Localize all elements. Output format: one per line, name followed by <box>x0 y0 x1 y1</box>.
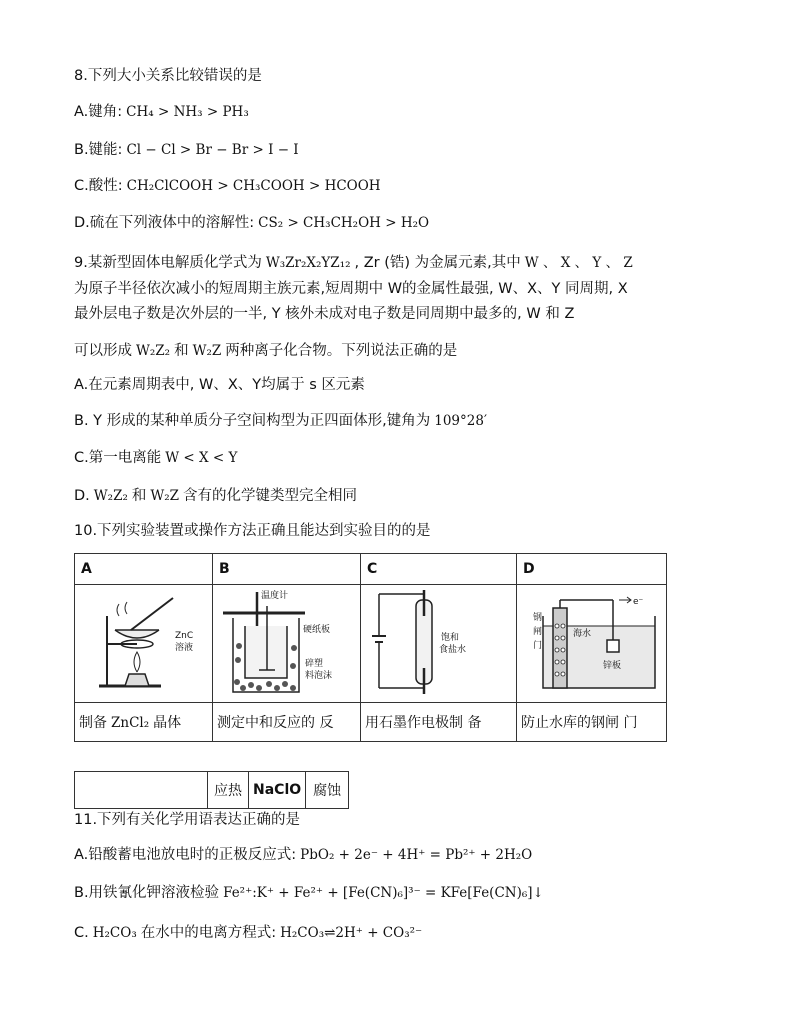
q11-b-label: B.用铁氰化钾溶液检验 <box>74 885 220 901</box>
q11-option-a <box>74 845 536 865</box>
label-steel-3: 门 <box>532 640 542 651</box>
q8-c-formula: CH₂ClCOOH > CH₃COOH > HCOOH <box>126 178 381 194</box>
header-b: B <box>213 554 361 585</box>
q9-c-text: C.第一电离能 <box>74 450 162 466</box>
q11-c-formula: H₂CO₃⇌2H⁺ + CO₃²⁻ <box>280 925 423 941</box>
q9-line-2: 为原子半径依次减小的短周期主族元素,短周期中 W的金属性最强, W、X、Y 同周期, X <box>74 281 628 297</box>
q9-option-b <box>74 411 491 431</box>
q9-b-angle: 109°28′ <box>434 413 488 429</box>
apparatus-b-calorimeter <box>219 586 354 698</box>
q8-option-d <box>74 213 433 233</box>
label-thermometer: 温度计 <box>261 590 289 601</box>
q8-option-a <box>74 102 253 122</box>
q8-d-label: D.硫在下列液体中的溶解性: <box>74 215 255 231</box>
q9-l4-f2: W₂Z <box>192 343 222 359</box>
q8-option-c <box>74 176 385 196</box>
tail-cell-a <box>75 772 208 809</box>
q11-b-formula: Fe²⁺:K⁺ + Fe²⁺ + [Fe(CN)₆]³⁻ = KFe[Fe(CN)₆]↓ <box>223 885 544 901</box>
caption-c: 用石墨作电极制 备 <box>361 703 517 742</box>
q9-line-4 <box>74 341 457 361</box>
apparatus-a-evaporation <box>81 586 206 698</box>
tail-cell-d: 腐蚀 <box>306 772 349 809</box>
apparatus-d-cell <box>517 585 667 703</box>
q11-a-formula: PbO₂ + 2e⁻ + 4H⁺ = Pb²⁺ + 2H₂O <box>300 847 533 863</box>
q9-d-f1: W₂Z₂ <box>93 488 128 504</box>
q8-b-formula: Cl − Cl > Br − Br > I − I <box>126 142 299 158</box>
caption-a-pre: 制备 <box>79 715 107 731</box>
q11-option-b <box>74 883 548 903</box>
q9-l1-c: W 、 X 、 Y 、 Z <box>524 255 633 271</box>
q11-c-f1: H₂CO₃ <box>92 925 137 941</box>
q9-l4-b: 和 <box>174 343 189 359</box>
q8-c-label: C.酸性: <box>74 178 123 194</box>
header-a: A <box>75 554 213 585</box>
label-electron: e⁻ <box>632 596 643 607</box>
q11-c-mid: 在水中的电离方程式: <box>140 925 277 941</box>
q11-option-c <box>74 923 426 943</box>
q8-d-formula: CS₂ > CH₃CH₂OH > H₂O <box>258 215 430 231</box>
q9-option-c <box>74 448 241 468</box>
label-steel-2: 闸 <box>532 626 542 637</box>
q11-c-label: C. <box>74 925 89 941</box>
label-steel-1: 钢 <box>532 612 542 623</box>
label-brine: 食盐水 <box>438 644 466 655</box>
apparatus-a-cell <box>75 585 213 703</box>
q9-d-f2: W₂Z <box>150 488 180 504</box>
q10-stem: 10.下列实验装置或操作方法正确且能达到实验目的的是 <box>74 523 431 539</box>
q9-d-prefix: D. <box>74 488 90 504</box>
apparatus-c-cell <box>361 585 517 703</box>
q9-l1-a: 9.某新型固体电解质化学式为 <box>74 255 262 271</box>
q8-option-b <box>74 140 303 160</box>
apparatus-c-electrolysis <box>369 586 509 698</box>
caption-a-formula: ZnCl₂ <box>111 715 150 731</box>
q8-stem: 8.下列大小关系比较错误的是 <box>74 68 262 84</box>
q10-caption-continuation <box>74 771 349 809</box>
q8-a-formula: CH₄ > NH₃ > PH₃ <box>126 104 249 120</box>
apparatus-d-corrosion <box>523 586 661 698</box>
q9-l4-a: 可以形成 <box>74 343 132 359</box>
label-cardboard: 硬纸板 <box>303 624 331 635</box>
tail-cell-b: 应热 <box>208 772 249 809</box>
caption-a-post: 晶体 <box>153 715 182 731</box>
q11-stem: 11.下列有关化学用语表达正确的是 <box>74 812 301 828</box>
label-seawater: 海水 <box>572 628 591 639</box>
apparatus-b-cell <box>213 585 361 703</box>
q9-l1-b: , Zr (锆) 为金属元素,其中 <box>354 255 521 271</box>
header-c: C <box>361 554 517 585</box>
q9-line-3: 最外层电子数是次外层的一半, Y 核外未成对电子数是同周期中最多的, W 和 Z <box>74 306 575 322</box>
header-d: D <box>517 554 667 585</box>
label-saturated: 饱和 <box>440 632 459 643</box>
caption-d: 防止水库的钢闸 门 <box>517 703 667 742</box>
q9-c-formula: W < X < Y <box>165 450 238 466</box>
q9-d-text: 含有的化学键类型完全相同 <box>183 488 358 504</box>
q9-l4-c: 两种离子化合物。下列说法正确的是 <box>225 343 458 359</box>
caption-b: 测定中和反应的 反 <box>213 703 361 742</box>
q9-line-1 <box>74 253 637 273</box>
q9-option-a: A.在元素周期表中, W、X、Y均属于 s 区元素 <box>74 377 365 393</box>
q11-a-label: A.铅酸蓄电池放电时的正极反应式: <box>74 847 297 863</box>
tail-cell-c: NaClO <box>249 772 306 809</box>
label-solution: 溶液 <box>175 642 194 653</box>
caption-a <box>75 703 213 742</box>
label-foam-1: 碎塑 <box>305 658 324 669</box>
q10-experiment-table <box>74 553 667 742</box>
q8-b-label: B.键能: <box>74 142 123 158</box>
label-foam-2: 料泡沫 <box>305 670 333 681</box>
q9-b-text: B. Y 形成的某种单质分子空间构型为正四面体形,键角为 <box>74 413 431 429</box>
label-znc: ZnC <box>175 630 194 641</box>
q8-a-label: A.键角: <box>74 104 123 120</box>
q9-option-d <box>74 486 357 506</box>
q9-l4-f1: W₂Z₂ <box>136 343 171 359</box>
label-zinc-plate: 锌板 <box>602 660 621 671</box>
q9-d-and: 和 <box>131 488 147 504</box>
q9-l1-formula: W₃Zr₂X₂YZ₁₂ <box>265 255 351 271</box>
